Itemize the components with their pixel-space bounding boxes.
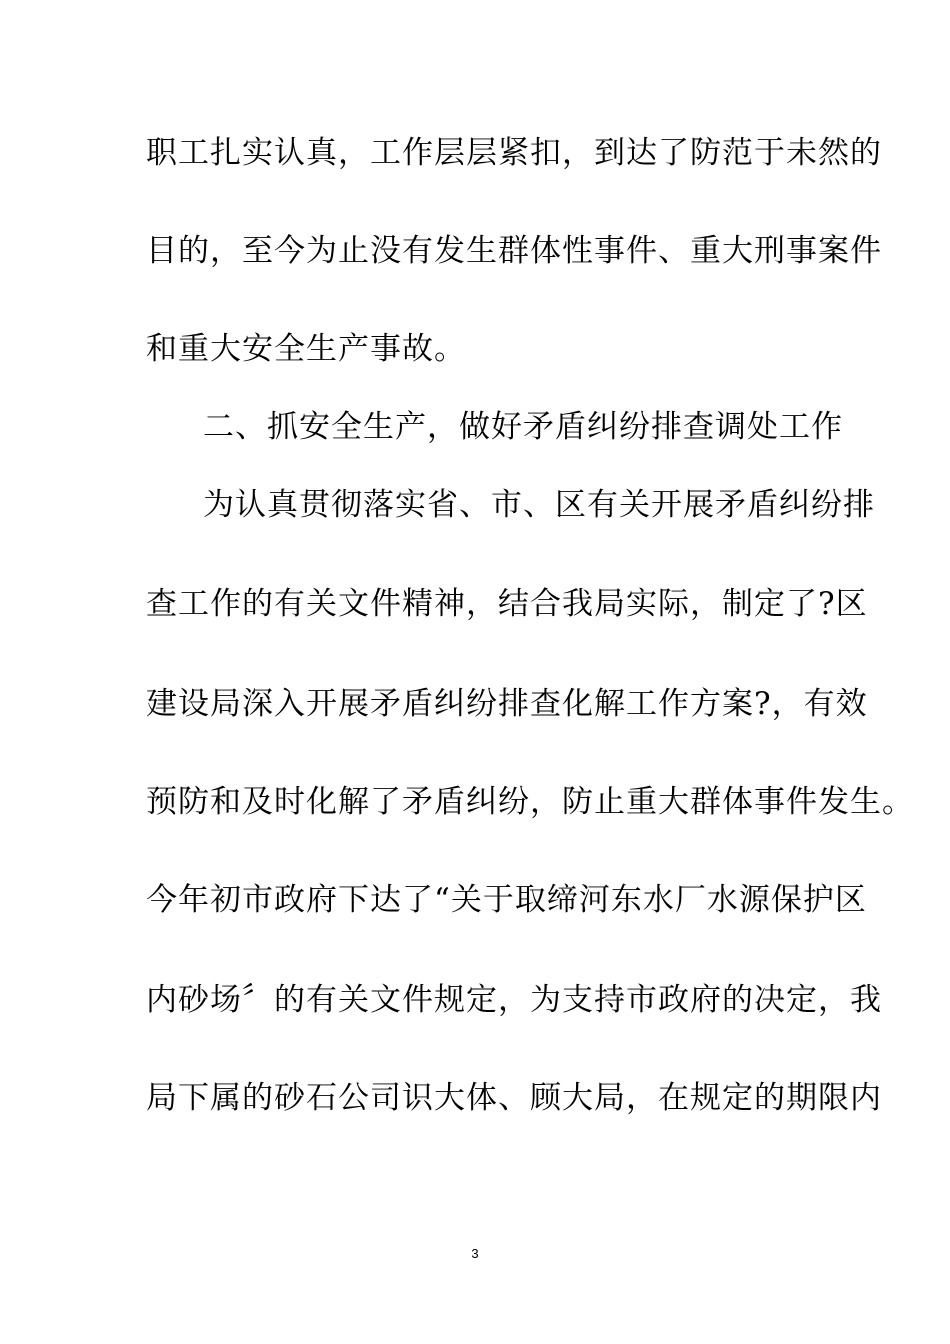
text-line: 预防和及时化解了矛盾纠纷，防止重大群体事件发生。 <box>146 784 914 820</box>
text-line: 今年初市政府下达了“关于取缔河东水厂水源保护区 <box>146 882 867 918</box>
page-number: 3 <box>471 1246 479 1261</box>
paragraph-first-line: 为认真贯彻落实省、市、区有关开展矛盾纠纷排 <box>203 487 875 523</box>
text-line: 查工作的有关文件精神，结合我局实际，制定了?区 <box>146 586 868 622</box>
text-line: 目的，至今为止没有发生群体性事件、重大刑事案件 <box>146 233 882 269</box>
text-line: 建设局深入开展矛盾纠纷排查化解工作方案?，有效 <box>146 686 868 722</box>
text-line: 职工扎实认真，工作层层紧扣，到达了防范于未然的 <box>146 135 882 171</box>
section-heading: 二、抓安全生产，做好矛盾纠纷排查调处工作 <box>203 409 843 445</box>
text-line: 和重大安全生产事故。 <box>146 331 466 367</box>
text-line: 内砂场〞的有关文件规定，为支持市政府的决定，我 <box>146 982 882 1018</box>
text-line: 局下属的砂石公司识大体、顾大局，在规定的期限内 <box>146 1080 882 1116</box>
